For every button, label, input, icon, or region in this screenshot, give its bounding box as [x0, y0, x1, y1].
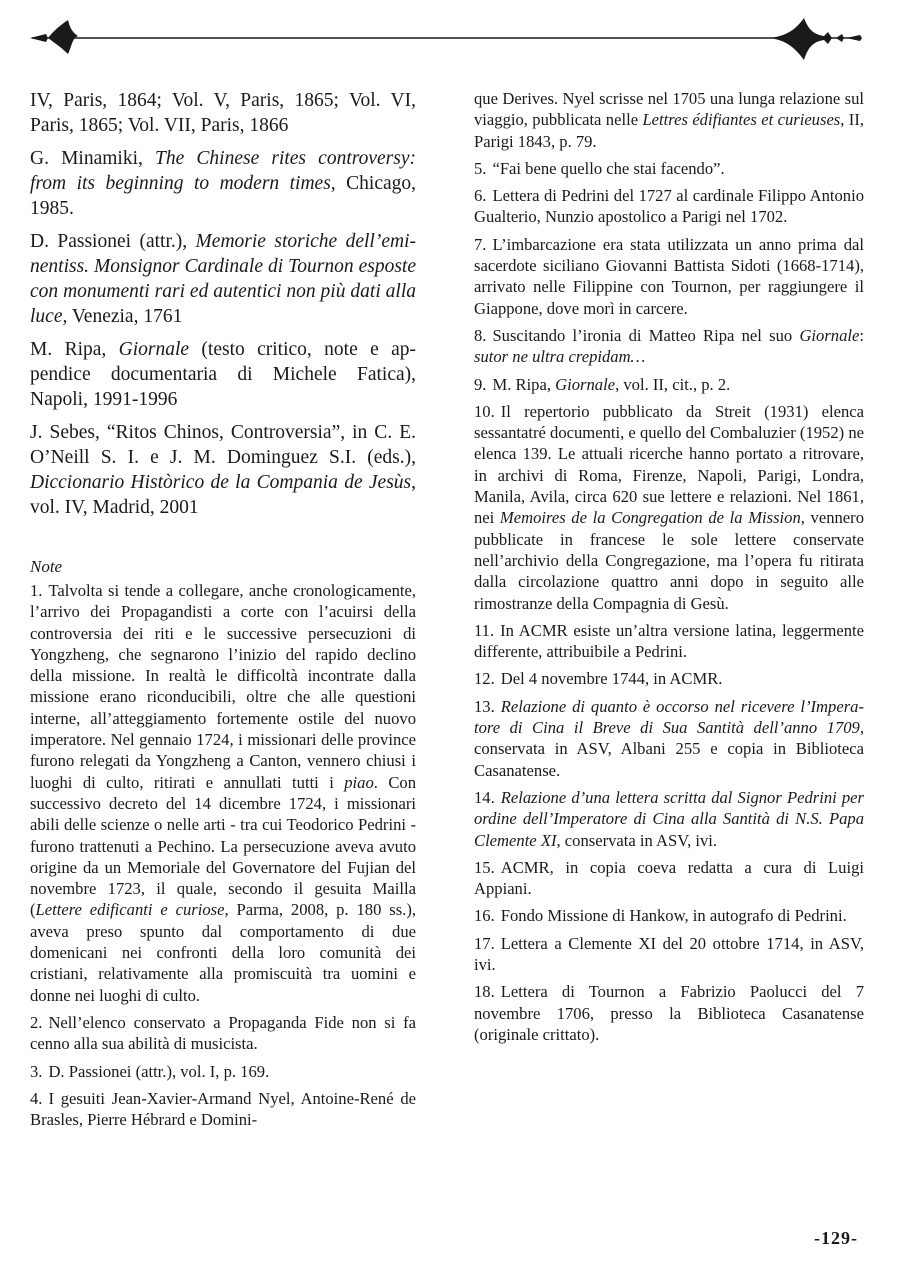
text-segment: D. Passionei (attr.), vol. I, p. 169. [48, 1061, 270, 1081]
footnote [474, 933, 864, 976]
text-segment: IV, Paris, 1864; Vol. V, Paris, 1865; Vol. VI, Paris, 1865; Vol. VII, Paris, 1866 [30, 90, 416, 136]
footnote [474, 234, 864, 319]
footnote [474, 401, 864, 614]
italic-text: Giornale [118, 339, 190, 360]
text-segment: In ACMR esiste un’altra versione latina, leggermente differente, attribuibile a Pedrini. [474, 620, 864, 662]
footnote [30, 1012, 416, 1055]
note-number: 7. [474, 234, 487, 254]
text-segment: ACMR, in copia coeva redatta a cura di Luigi Appiani. [474, 857, 864, 899]
note-number: 18. [474, 982, 495, 1002]
footnote [474, 857, 864, 900]
text-segment: L’imbarcazione era stata utilizzata un anno prima dal sacerdote siciliano Giovanni Battista Sidoti (1668-1714), arrivato nelle Filippine con Tournon, per raggiungere il Giappone, dove morì in carcere. [474, 234, 864, 318]
left-column [30, 88, 416, 1136]
footnote [474, 88, 864, 152]
text-segment: M. Ripa, [30, 339, 119, 360]
notes-list-left [30, 580, 416, 1130]
bibliography-entry [30, 420, 416, 520]
text-segment: Talvolta si tende a collegare, anche cronologicamente, l’arrivo dei Propagandisti a corte con l’acuirsi della controversia dei riti e le successive persecuzioni di Yongzheng, che segnarono l’inizio del rapido declino della missione. In realtà le difficoltà incontrate dalla missione erano riconducibili, oltre che alle questioni interne, all’atteggiamento fortemente ostile del nuovo imperatore. Nel gennaio 1724, i missionari delle province furono relegati da Yongzheng a Canton, vennero chiusi i luoghi di culto, ritirati e annullati tutti i [30, 581, 416, 792]
note-number: 16. [474, 906, 495, 926]
note-number: 8. [474, 325, 487, 345]
notes-list-right [474, 88, 864, 1045]
footnote [474, 905, 864, 926]
note-number: 11. [474, 620, 495, 640]
footnote [474, 185, 864, 228]
note-number: 2. [30, 1012, 43, 1032]
italic-text: Lettere edificanti e curiose [35, 900, 225, 920]
text-segment: D. Passionei (attr.), [30, 231, 196, 252]
note-number: 1. [30, 581, 43, 600]
text-segment: (testo critico, note e appendice documentaria di Michele Fatica), Napoli, 1991-1996 [30, 339, 416, 410]
italic-text: Diccionario Històrico de la Compania de Jesùs [30, 472, 412, 493]
notes-heading: Note [30, 557, 63, 576]
text-segment: Suscitando l’ironia di Matteo Ripa nel suo [492, 325, 800, 345]
note-number: 5. [474, 158, 487, 178]
footnote [30, 1061, 416, 1082]
text-segment: “Fai bene quello che stai facendo”. [492, 158, 725, 178]
bibliography-entry [30, 337, 416, 412]
text-segment: , II, Parigi 1843, p. 79. [474, 110, 865, 151]
footnote [30, 1088, 416, 1131]
footnote [474, 787, 864, 851]
footnote [474, 158, 864, 179]
note-number: 17. [474, 933, 495, 953]
footnote [474, 374, 864, 395]
note-number: 4. [30, 1088, 43, 1108]
text-segment: , vol. IV, Madrid, 2001 [30, 472, 416, 518]
bibliography-list [30, 88, 416, 520]
italic-text: Lettres édifiantes et curieuses [642, 110, 841, 130]
text-segment: , conservata in ASV, Albani 255 e copia in Biblioteca Casanatense. [474, 718, 864, 780]
note-number: 3. [30, 1061, 43, 1081]
note-number: 10. [474, 401, 495, 421]
text-segment: J. Sebes, “Ritos Chinos, Controversia”, in C. E. O’Neill S. I. e J. M. Dominguez S.I. (eds.), [30, 422, 416, 468]
text-segment: , vennero pubblicate in francese le sole lettere conservate nell’archivio della Congregazione, ma l’opera fu ritirata dalla circolazione quattro anni dopo in seguito alle rimostranze della Compagnia di Gesù. [474, 508, 864, 613]
text-segment: . Con successivo decreto del 14 dicembre 1724, i missionari abili delle scienze o nelle arti - tra cui Teodorico Pedrini - furono trattenuti a Pechino. La persecuzione aveva avuto origine da un Memoriale del Governatore del Fujian del novembre 1723, il quale, secondo il gesuita Mailla ( [30, 772, 416, 920]
note-number: 14. [474, 787, 495, 807]
italic-text: Relazione d’una lettera scritta dal Signor Pedrini per ordine dell’Imperatore di Cina alla Santità di N.S. Papa Clemente XI [474, 787, 864, 850]
note-number: 12. [474, 669, 495, 689]
footnote [474, 696, 864, 781]
text-segment: G. Minamiki, [30, 148, 156, 169]
text-segment: , conservata in ASV, ivi. [556, 830, 718, 850]
text-segment: Venezia, 1761 [67, 306, 183, 327]
note-number: 9. [474, 374, 487, 394]
footnote [474, 620, 864, 663]
text-segment: Fondo Missione di Hankow, in autografo di Pedrini. [500, 906, 847, 926]
italic-text: Relazione di quanto è occorso nel ricevere l’Imperatore di Cina il Breve di Sua Santità dell’anno 1709 [474, 696, 864, 738]
text-segment: M. Ripa, [492, 374, 556, 394]
italic-text: Giornale [799, 325, 860, 345]
text-segment: : [859, 325, 864, 345]
text-segment: Lettera di Pedrini del 1727 al cardinale Filippo Antonio Gualterio, Nunzio apostolico a Parigi nel 1702. [474, 186, 864, 227]
note-number: 15. [474, 857, 495, 877]
text-segment: Il repertorio pubblicato da Streit (1931) elenca sessantatré documenti, e quello del Combaluzier (1952) ne elenca 139. Le attuali ricerche hanno portato a ritrovare, in archivi di Roma, Firenze, Napoli, Parigi, Londra, Manila, Avila, circa 620 sue lettere e relazioni. Nel 1861, nei [474, 401, 864, 528]
italic-text: Giornale [555, 374, 616, 394]
italic-text: Memoires de la Congregation de la Mission [499, 508, 801, 528]
page-number: -129- [814, 1228, 858, 1248]
italic-text: The Chinese rites controversy: from its beginning to modern times [30, 148, 416, 194]
italic-text: sutor ne ultra crepidam… [474, 347, 646, 367]
text-segment: I gesuiti Jean-Xavier-Armand Nyel, Antoine-René de Brasles, Pierre Hébrard e Domini- [30, 1088, 416, 1130]
note-number: 6. [474, 186, 487, 206]
italic-text: piao [344, 772, 374, 792]
footnote [474, 981, 864, 1045]
text-segment: Nell’elenco conservato a Propaganda Fide non si fa cenno alla sua abilità di musicista. [30, 1012, 416, 1054]
note-number: 13. [474, 696, 495, 716]
text-segment: Lettera di Tournon a Fabrizio Paolucci del 7 novembre 1706, presso la Biblioteca Casanatense (originale crittato). [474, 982, 864, 1044]
right-column [474, 88, 864, 1051]
italic-text: Memorie storiche dell’eminentiss. Monsignor Cardinale di Tournon esposte con monumenti rari ed autentici non più dati alla luce, [30, 231, 416, 327]
text-segment: Lettera a Clemente XI del 20 ottobre 1714, in ASV, ivi. [474, 933, 864, 974]
footnote [474, 668, 864, 689]
footnote [30, 580, 416, 1006]
text-segment: , Chicago, 1985. [30, 173, 417, 219]
text-segment: Del 4 novembre 1744, in ACMR. [500, 669, 723, 689]
bibliography-entry [30, 146, 416, 221]
footnote [474, 325, 864, 368]
text-segment: que Derives. Nyel scrisse nel 1705 una lunga relazione sul viaggio, pubblicata nelle [474, 89, 864, 130]
text-segment: , vol. II, cit., p. 2. [615, 374, 731, 394]
header-ornament [28, 16, 864, 62]
bibliography-entry [30, 88, 416, 138]
bibliography-entry [30, 229, 416, 329]
text-segment: , Parma, 2008, p. 180 ss.), aveva preso spunto dal comportamento di due domenicani nei confronti della loro comunità dei cristiani, relativamente alla promiscuità tra uomini e donne nei luoghi di culto. [30, 900, 417, 1005]
